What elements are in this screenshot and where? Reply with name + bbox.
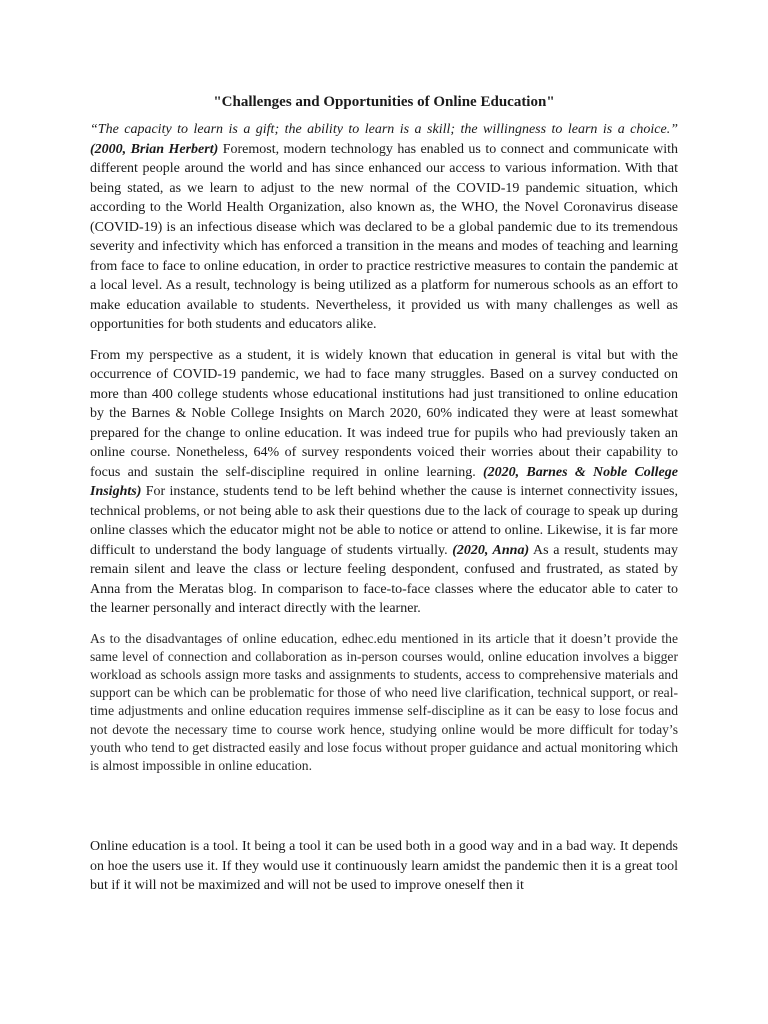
citation-herbert: (2000, Brian Herbert) — [90, 141, 219, 157]
paragraph-intro — [90, 120, 678, 335]
paragraph-disadvantages: As to the disadvantages of online education, edhec.edu mentioned in its article that it doesn’t provide the same level of connection and collaboration as in-person courses would, online education involves a bigger workload as schools assign more tasks and assignments to students, access to comprehensive materials and support can be which can be problematic for those of who need live clarification, technical support, or real-time adjustments and online education requires immense self-discipline as it can be easy to lose focus and not devote the necessary time to course work hence, studying online would be more difficult for today’s youth who tend to get distracted easily and lose focus without proper guidance and actual monitoring which is almost impossible in online education. — [90, 630, 678, 773]
page-title: "Challenges and Opportunities of Online Education" — [213, 94, 555, 110]
paragraph-perspective-text-a: From my perspective as a student, it is widely known that education in general is vital but with the occurrence of COVID-19 pandemic, we had to face many struggles. Based on a survey conducted on more than 400 college students whose educational institutions had just transitioned to online education by the Barnes & Noble College Insights on March 2020, 60% indicated they were at least somewhat prepared for the change to online education. It was indeed true for pupils who had previously taken an online course. Nonetheless, 64% of survey respondents voiced their worries about their capability to focus and sustain the self-discipline required in online learning. — [90, 347, 678, 480]
paragraph-perspective-text-c: As a result, students may remain silent and leave the class or lecture feeling despondent, confused and frustrated, as stated by Anna from the Meratas blog. In comparison to face-to-face classes where the educator able to cater to the learner personally and interact directly with the learner. — [90, 542, 679, 616]
paragraph-intro-text: Foremost, modern technology has enabled us to connect and communicate with different people around the world and has since enhanced our access to various information. With that being stated, as we learn to adjust to the new normal of the COVID-19 pandemic situation, which according to the World Health Organization, also known as, the WHO, the Novel Coronavirus disease (COVID-19) is an infectious disease which was declared to be a global pandemic due to its tremendous severity and infectivity which has enforced a transition in the means and modes of teaching and learning from face to face to online education, in order to practice restrictive measures to contain the pandemic at a local level. As a result, technology is being utilized as a platform for numerous schools as an effort to make education available to students. Nevertheless, it provided us with many challenges as well as opportunities for both students and educators alike. — [90, 141, 678, 332]
paragraph-perspective — [90, 346, 678, 619]
citation-anna: (2020, Anna) — [452, 542, 530, 558]
paragraph-tool: Online education is a tool. It being a tool it can be used both in a good way and in a bad way. It depends on hoe the users use it. If they would use it continuously learn amidst the pandemic then it is a great tool but if it will not be maximized and will not be used to improve oneself then it — [90, 839, 678, 894]
citation-barnes-noble: (2020, Barnes & Noble College Insights) — [90, 464, 678, 499]
paragraph-gap — [90, 786, 678, 837]
document-page — [90, 93, 678, 896]
opening-quote: “The capacity to learn is a gift; the ability to learn is a skill; the willingness to learn is a choice.” — [90, 122, 678, 137]
paragraph-perspective-text-b: For instance, students tend to be left behind whether the cause is internet connectivity issues, technical problems, or not being able to ask their questions due to the lack of courage to speak up during online classes which the educator might not be able to notice or attend to online. Likewise, it is far more difficult to understand the body language of students virtually. — [90, 484, 678, 558]
